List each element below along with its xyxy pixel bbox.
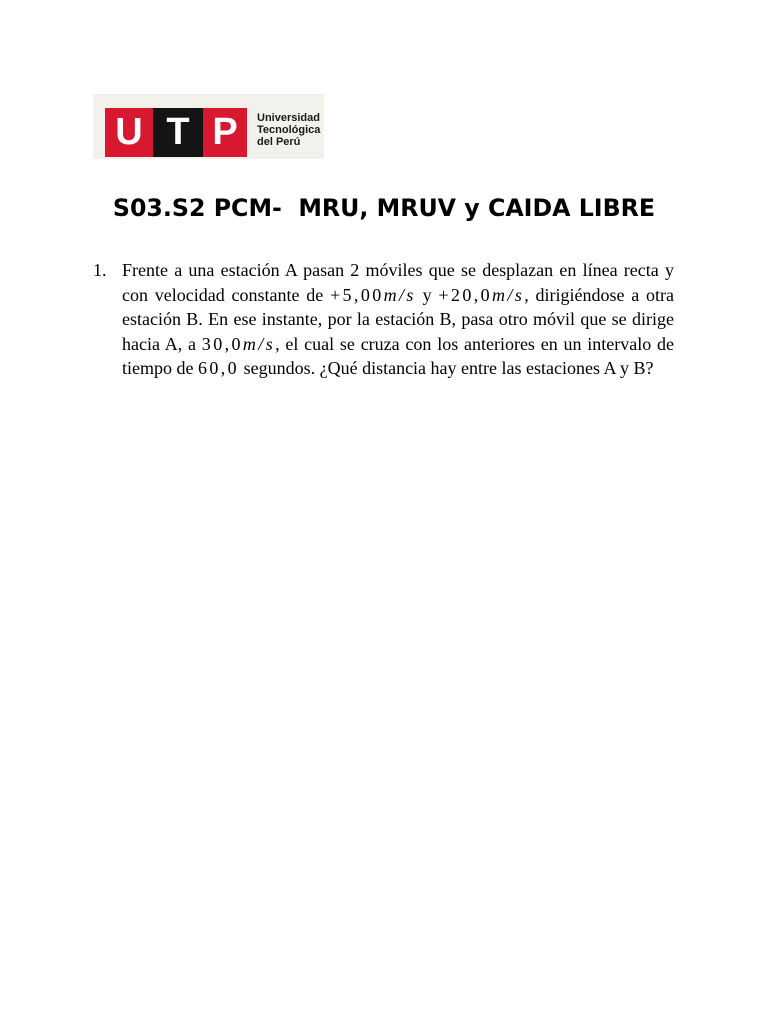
- logo-institution-name: [257, 112, 320, 148]
- velocity-unit: m/s: [242, 333, 276, 354]
- logo-name-line: del Perú: [257, 136, 301, 148]
- statement-text: , el cual se cruza con los anteriores en un intervalo de tiempo de: [122, 333, 674, 378]
- statement-text: Frente a una estación A pasan 2 móviles que se desplazan en línea recta y con velocidad constante de: [122, 260, 674, 305]
- velocity-expression: [330, 285, 416, 305]
- statement-text: segundos. ¿Qué distancia hay entre las estaciones A y B?: [239, 358, 654, 378]
- document-title: S03.S2 PCM- MRU, MRUV y CAIDA LIBRE: [112, 194, 656, 222]
- logo-letter-p: P: [203, 108, 247, 157]
- velocity-unit: m/s: [492, 284, 525, 305]
- problem-item: [93, 258, 674, 381]
- velocity-unit: m/s: [383, 284, 416, 305]
- velocity-value: 30,0: [201, 333, 243, 354]
- velocity-value: +20,0: [438, 284, 493, 305]
- logo-name-line: Universidad: [257, 112, 320, 124]
- velocity-expression: [438, 285, 524, 305]
- time-value: 60,0: [197, 358, 240, 378]
- problem-number: 1.: [93, 260, 107, 280]
- logo-letter-t: T: [153, 108, 203, 157]
- velocity-expression: [202, 334, 275, 354]
- problem-statement: [122, 258, 674, 381]
- logo-name-line: Tecnológica: [257, 124, 321, 136]
- velocity-value: +5,00: [329, 284, 384, 305]
- statement-text: y: [415, 284, 439, 305]
- logo-letter-u: U: [105, 108, 153, 157]
- utp-logo: [93, 94, 324, 159]
- statement-text: , dirigiéndose a otra estación B. En ese instante, por la estación B, pasa otro móvil que se dirige hacia A, a: [122, 284, 674, 354]
